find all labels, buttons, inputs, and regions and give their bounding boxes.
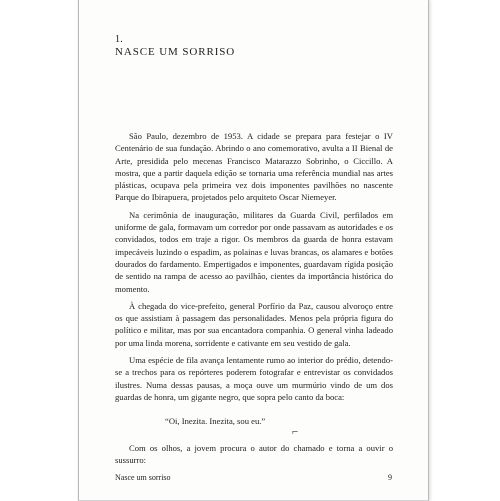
chapter-number: 1.: [115, 34, 124, 45]
text-cursor-icon: ⌐: [292, 426, 299, 438]
paragraph-4: Uma espécie de fila avança lentamente rumo ao interior do prédio, detendo-se a trechos para os repórteres poderem fotografar e entrevistar os convidados ilustres. Numa dessas pausas, a moça ouve um murmúrio vindo de um dos guardas de honra, um gigante negro, que sopra pelo canto da boca:: [115, 355, 393, 402]
body-text: [115, 130, 393, 466]
dialogue-quote: “Oi, Inezita. Inezita, sou eu.”: [165, 416, 266, 427]
paragraph-1: São Paulo, dezembro de 1953. A cidade se prepara para festejar o IV Centenário de sua fundação. Abrindo o ano comemorativo, avulta a II Bienal de Arte, presidida pelo mecenas Francisco Matarazzo Sobrinho, o Ciccillo. A mostra, que a partir daquela edição se tornaria uma referência mundial nas artes plásticas, ocupava pela primeira vez dois imponentes pavilhões no nascente Parque do Ibirapuera, projetados pelo arquiteto Oscar Niemeyer.: [115, 131, 393, 203]
running-title: Nasce um sorriso: [115, 473, 171, 482]
paragraph-3: À chegada do vice-prefeito, general Porfírio da Paz, causou alvoroço entre os que assistiam à passagem das personalidades. Menos pela própria figura do político e militar, mas por sua encantadora companhia. O general vinha ladeado por uma linda morena, sorridente e cativante em seu vestido de gala.: [115, 300, 393, 348]
paragraph-2: Na cerimônia de inauguração, militares da Guarda Civil, perfilados em uniforme de gala, formavam um corredor por onde passavam as autoridades e os convidados, todos em traje a rigor. Os membros da guarda de honra estavam impecáveis luzindo o espadim, as polainas e luvas brancas, os alamares e botões dourados do fardamento. Empertigados e imponentes, guardavam rígida posição de sentido na rampa de acesso ao pavilhão, cientes da importância histórica do momento.: [115, 209, 393, 294]
page-number: 9: [388, 473, 392, 482]
paragraph-5: Com os olhos, a jovem procura o autor do chamado e torna a ouvir o sussurro:: [115, 442, 393, 465]
book-page: [78, 0, 429, 501]
chapter-title: NASCE UM SORRISO: [115, 46, 236, 58]
